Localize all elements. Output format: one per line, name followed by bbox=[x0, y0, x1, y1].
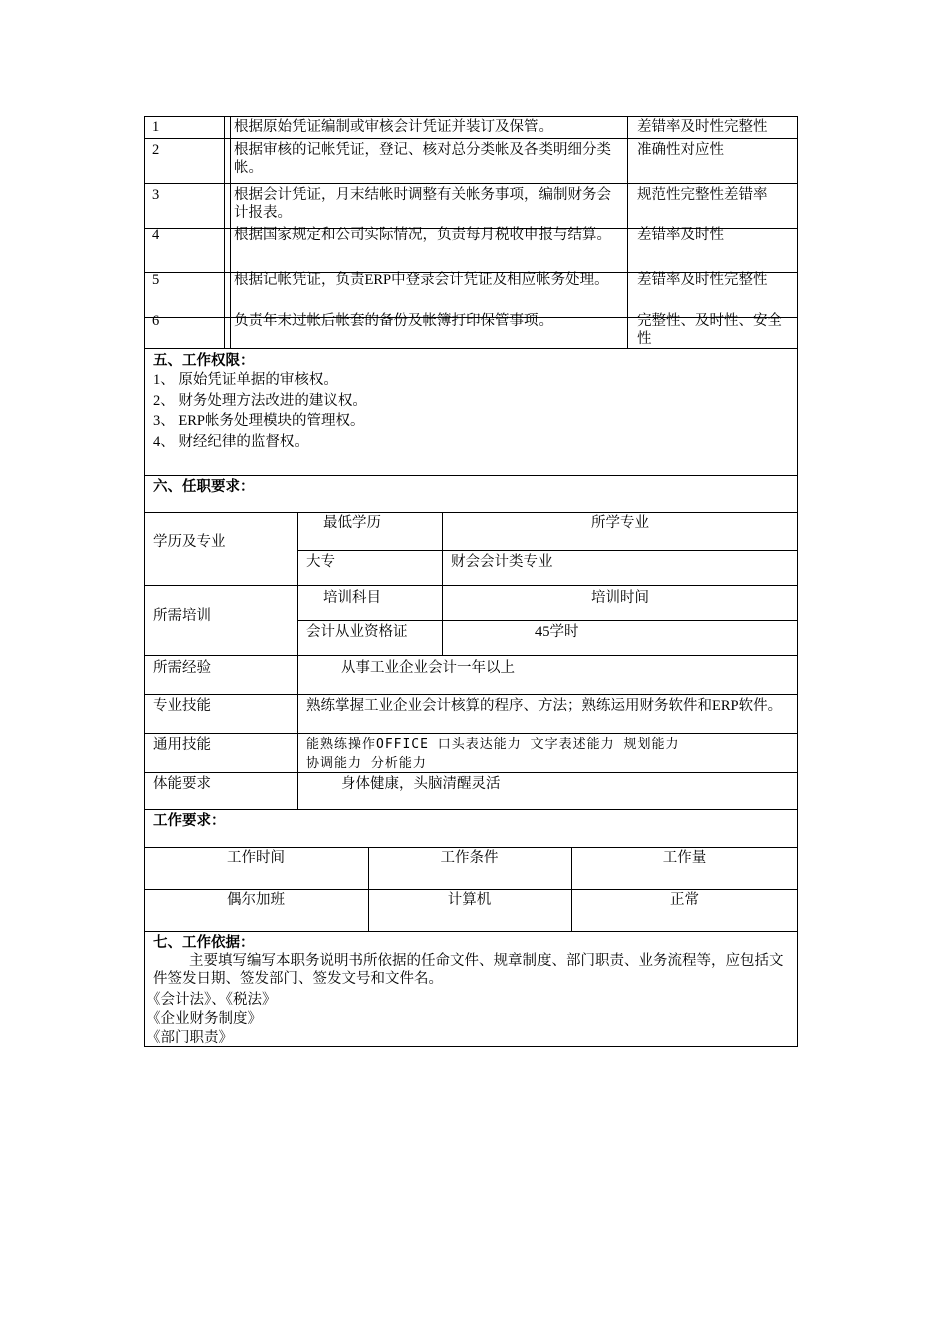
work-condition-header: 工作条件 bbox=[440, 850, 499, 866]
physical-value: 身体健康，头脑清醒灵活 bbox=[341, 776, 501, 792]
work-time-header: 工作时间 bbox=[227, 850, 285, 866]
workload-header: 工作量 bbox=[662, 850, 707, 866]
list-item: 《部门职责》 bbox=[146, 1030, 233, 1046]
list-item: 4、 财经纪律的监督权。 bbox=[153, 434, 309, 450]
section-title: 六、任职要求： bbox=[153, 479, 255, 495]
duty-standard: 差错率及时性完整性 bbox=[637, 119, 768, 135]
training-subject-header: 培训科目 bbox=[323, 590, 381, 606]
duty-number: 3 bbox=[152, 187, 160, 203]
duty-number: 2 bbox=[152, 142, 160, 158]
duty-number: 5 bbox=[152, 272, 160, 288]
list-item: 2、 财务处理方法改进的建议权。 bbox=[153, 393, 367, 409]
duty-task: 根据原始凭证编制或审核会计凭证并装订及保管。 bbox=[234, 119, 553, 135]
work-condition-value: 计算机 bbox=[447, 892, 492, 908]
education-label: 学历及专业 bbox=[153, 534, 226, 550]
duty-standard: 规范性完整性差错率 bbox=[637, 187, 768, 203]
duty-standard: 差错率及时性完整性 bbox=[637, 272, 768, 288]
work-time-value: 偶尔加班 bbox=[227, 892, 285, 908]
duty-task: 根据会计凭证，月末结帐时调整有关帐务事项，编制财务会计报表。 bbox=[234, 187, 611, 221]
duty-task: 根据国家规定和公司实际情况，负责每月税收申报与结算。 bbox=[234, 227, 611, 243]
section-title: 七、工作依据： bbox=[153, 935, 255, 951]
duty-task: 根据审核的记帐凭证，登记、核对总分类帐及各类明细分类帐。 bbox=[234, 142, 611, 176]
duty-number: 4 bbox=[152, 227, 160, 243]
min-education-value: 大专 bbox=[306, 554, 335, 570]
training-label: 所需培训 bbox=[153, 608, 211, 624]
duty-task: 负责年末过帐后帐套的备份及帐簿打印保管事项。 bbox=[234, 313, 553, 329]
list-item: 《会计法》、《税法》 bbox=[146, 992, 277, 1008]
experience-value: 从事工业企业会计一年以上 bbox=[341, 660, 515, 676]
duty-number: 1 bbox=[152, 119, 160, 135]
duty-standard: 准确性对应性 bbox=[637, 142, 724, 158]
professional-skill-value: 熟练掌握工业企业会计核算的程序、方法；熟练运用财务软件和ERP软件。 bbox=[306, 698, 783, 714]
list-item: 3、 ERP帐务处理模块的管理权。 bbox=[153, 413, 365, 429]
general-skill-label: 通用技能 bbox=[153, 737, 211, 753]
duty-task: 根据记帐凭证，负责ERP中登录会计凭证及相应帐务处理。 bbox=[234, 272, 609, 288]
major-header: 所学专业 bbox=[591, 515, 649, 531]
section-title: 工作要求： bbox=[153, 813, 226, 829]
training-time-header: 培训时间 bbox=[591, 590, 649, 606]
section-title: 五、工作权限： bbox=[153, 353, 255, 369]
major-value: 财会会计类专业 bbox=[451, 554, 553, 570]
basis-paragraph: 主要填写编写本职务说明书所依据的任命文件、规章制度、部门职责、业务流程等，应包括文件签发日期、签发部门、签发文号和文件名。 bbox=[153, 953, 784, 987]
workload-value: 正常 bbox=[670, 892, 699, 908]
experience-label: 所需经验 bbox=[153, 660, 211, 676]
professional-skill-label: 专业技能 bbox=[153, 698, 211, 714]
list-item: 《企业财务制度》 bbox=[146, 1011, 262, 1027]
duty-standard: 差错率及时性 bbox=[637, 227, 724, 243]
general-skill-value: 能熟练操作OFFICE 口头表达能力 文字表述能力 规划能力 bbox=[306, 737, 680, 752]
training-subject-value: 会计从业资格证 bbox=[306, 624, 408, 640]
min-education-header: 最低学历 bbox=[323, 515, 381, 531]
general-skill-value-line2: 协调能力 分析能力 bbox=[306, 756, 427, 771]
duty-standard: 完整性、及时性、安全性 bbox=[637, 313, 782, 347]
physical-label: 体能要求 bbox=[153, 776, 211, 792]
training-time-value: 45学时 bbox=[535, 624, 579, 640]
duty-number: 6 bbox=[152, 313, 160, 329]
list-item: 1、 原始凭证单据的审核权。 bbox=[153, 372, 338, 388]
